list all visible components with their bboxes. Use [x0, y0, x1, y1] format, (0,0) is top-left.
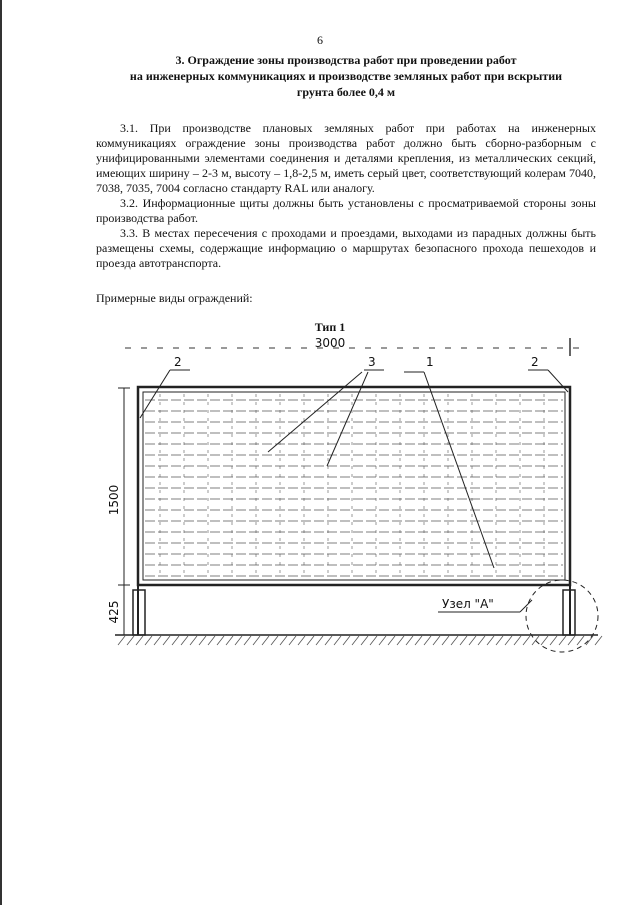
- heading-line-2: на инженерных коммуникациях и производстве земляных работ при вскрытии: [129, 69, 563, 83]
- hatch-line: [199, 636, 206, 645]
- callout-2-left-leader: [140, 370, 170, 418]
- hatch-line: [361, 636, 368, 645]
- hatch-line: [514, 636, 521, 645]
- callout-3-leader-a: [268, 372, 362, 452]
- hatch-line: [496, 636, 503, 645]
- hatch-line: [451, 636, 458, 645]
- callout-2-left-label: 2: [174, 355, 182, 369]
- callout-3-leader-b: [327, 372, 368, 466]
- page-number: 6: [317, 33, 323, 47]
- hatch-line: [523, 636, 530, 645]
- hatch-line: [424, 636, 431, 645]
- body-text: [96, 121, 596, 271]
- hatch-line: [244, 636, 251, 645]
- callout-2-right-leader: [548, 370, 568, 392]
- hatch-line: [568, 636, 575, 645]
- hatch-line: [469, 636, 476, 645]
- node-a-label: Узел "А": [442, 597, 494, 611]
- hatch-line: [298, 636, 305, 645]
- fence-panel-frame: [138, 387, 570, 585]
- hatch-line: [136, 636, 143, 645]
- hatch-line: [181, 636, 188, 645]
- hatch-line: [370, 636, 377, 645]
- callout-3-label: 3: [368, 355, 376, 369]
- hatch-line: [235, 636, 242, 645]
- hatch-line: [577, 636, 584, 645]
- hatch-line: [163, 636, 170, 645]
- hatch-line: [172, 636, 179, 645]
- hatch-line: [550, 636, 557, 645]
- hatch-line: [127, 636, 134, 645]
- callout-1-label: 1: [426, 355, 434, 369]
- hatch-line: [226, 636, 233, 645]
- hatch-line: [271, 636, 278, 645]
- scan-edge: [0, 0, 2, 905]
- hatch-line: [595, 636, 602, 645]
- hatch-line: [541, 636, 548, 645]
- width-dimension-label: 3000: [314, 336, 346, 350]
- hatch-line: [208, 636, 215, 645]
- fence-mesh-vertical: [160, 394, 544, 578]
- hatch-line: [505, 636, 512, 645]
- hatch-line: [145, 636, 152, 645]
- hatch-line: [487, 636, 494, 645]
- hatch-line: [388, 636, 395, 645]
- hatch-line: [433, 636, 440, 645]
- hatch-line: [586, 636, 593, 645]
- hatch-line: [262, 636, 269, 645]
- right-post-base: [563, 590, 575, 635]
- heading-line-3: грунта более 0,4 м: [296, 85, 396, 99]
- left-post-base: [133, 590, 145, 635]
- section-heading: [96, 52, 596, 100]
- ground-hatching: [118, 636, 602, 645]
- paragraph-3-3: 3.3. В местах пересечения с проходами и проездами, выходами из парадных должны быть размещены схемы, содержащие информацию о маршрутах безопасного прохода пешеходов и проезда автотранспорта.: [96, 226, 596, 270]
- base-dimension-label: 425: [107, 600, 121, 624]
- node-a-leader: [520, 600, 532, 612]
- fence-panel-inner-frame: [143, 392, 565, 580]
- hatch-line: [442, 636, 449, 645]
- hatch-line: [253, 636, 260, 645]
- hatch-line: [118, 636, 125, 645]
- hatch-line: [397, 636, 404, 645]
- hatch-line: [460, 636, 467, 645]
- hatch-line: [406, 636, 413, 645]
- figure-type-label: Тип 1: [314, 320, 346, 334]
- hatch-line: [217, 636, 224, 645]
- hatch-line: [559, 636, 566, 645]
- hatch-line: [478, 636, 485, 645]
- fence-mesh-horizontal: [145, 400, 563, 576]
- callout-2-right-label: 2: [531, 355, 539, 369]
- hatch-line: [352, 636, 359, 645]
- hatch-line: [343, 636, 350, 645]
- hatch-line: [316, 636, 323, 645]
- hatch-line: [154, 636, 161, 645]
- hatch-line: [325, 636, 332, 645]
- hatch-line: [415, 636, 422, 645]
- hatch-line: [334, 636, 341, 645]
- height-dimension-label: 1500: [107, 484, 121, 516]
- callout-1-leader: [424, 372, 494, 568]
- hatch-line: [280, 636, 287, 645]
- paragraph-3-2: 3.2. Информационные щиты должны быть установлены с просматриваемой стороны зоны производства работ.: [96, 196, 596, 225]
- hatch-line: [379, 636, 386, 645]
- hatch-line: [289, 636, 296, 645]
- hatch-line: [190, 636, 197, 645]
- node-a-circle: [526, 580, 598, 652]
- figure-caption: Примерные виды ограждений:: [96, 291, 253, 305]
- hatch-line: [307, 636, 314, 645]
- hatch-line: [532, 636, 539, 645]
- heading-line-1: 3. Ограждение зоны производства работ при проведении работ: [175, 53, 517, 67]
- paragraph-3-1: 3.1. При производстве плановых земляных работ при работах на инженерных коммуникациях ограждение зоны производства работ должно быть сборно-разборным с унифицированными элементами соединения и деталями крепления, из металлических секций, имеющих ширину – 2-3 м, высоту – 1,8-2,5 м, иметь серый цвет, соответствующий колерам 7040, 7038, 7035, 7004 согласно стандарту RAL или аналогу.: [96, 121, 596, 195]
